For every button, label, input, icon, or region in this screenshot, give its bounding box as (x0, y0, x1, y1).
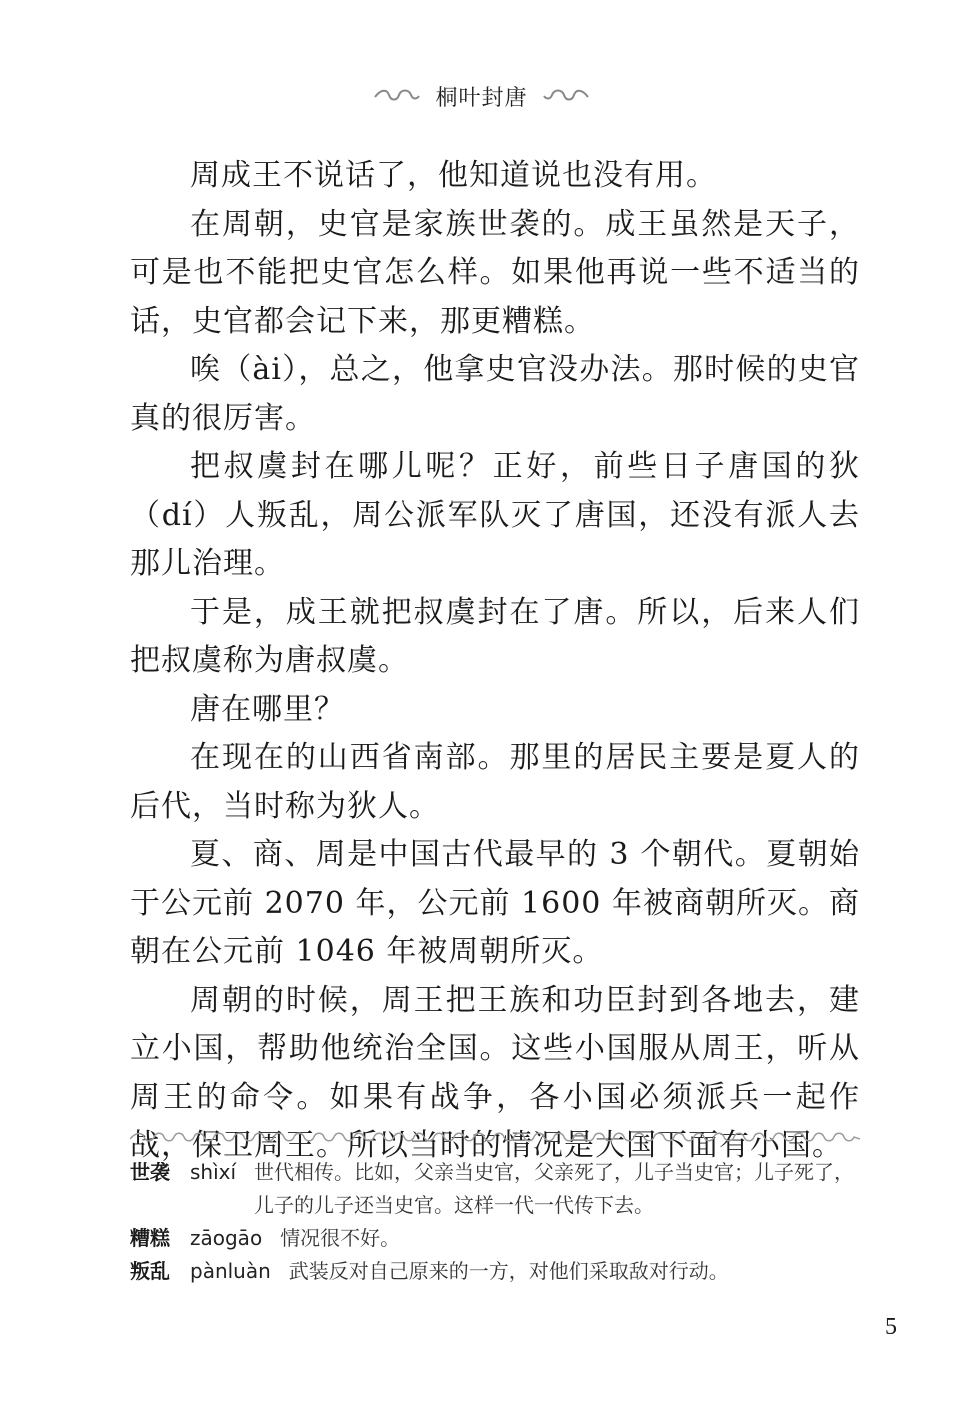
glossary-pinyin: shìxí (190, 1160, 237, 1184)
chapter-title: 桐叶封唐 (435, 85, 528, 111)
left-ornament-icon (373, 87, 421, 105)
paragraph: 唉（ài），总之，他拿史官没办法。那时候的史官真的很厉害。 (130, 352, 860, 436)
glossary-definition: 武装反对自己原来的一方，对他们采取敌对行动。 (288, 1259, 729, 1283)
paragraph: 夏、商、周是中国古代最早的 3 个朝代。夏朝始于公元前 2070 年，公元前 1600 年被商朝所灭。商朝在公元前 1046 年被周朝所灭。 (130, 837, 860, 969)
glossary (130, 1156, 865, 1288)
paragraph: 在现在的山西省南部。那里的居民主要是夏人的后代，当时称为狄人。 (130, 740, 860, 824)
running-header (0, 78, 963, 114)
glossary-definition: 情况很不好。 (280, 1226, 401, 1250)
paragraph: 在周朝，史官是家族世袭的。成王虽然是天子，可是也不能把史官怎么样。如果他再说一些不适当的话，史官都会记下来，那更糟糕。 (130, 206, 860, 339)
paragraph: 于是，成王就把叔虞封在了唐。所以，后来人们把叔虞称为唐叔虞。 (130, 594, 860, 678)
right-ornament-icon (542, 87, 590, 105)
paragraph: 把叔虞封在哪儿呢？正好，前些日子唐国的狄（dí）人叛乱，周公派军队灭了唐国，还没有派人去那儿治理。 (130, 449, 860, 581)
ornamental-divider (130, 1130, 860, 1148)
glossary-entry (130, 1156, 865, 1222)
paragraph: 周成王不说话了，他知道说也没有用。 (190, 158, 717, 193)
glossary-term: 世袭 (130, 1160, 170, 1184)
glossary-entry (130, 1222, 865, 1255)
glossary-term: 糟糕 (130, 1226, 170, 1250)
body-text (130, 152, 860, 1171)
glossary-pinyin: pànluàn (190, 1259, 271, 1283)
paragraph: 周朝的时候，周王把王族和功臣封到各地去，建立小国，帮助他统治全国。这些小国服从周王，听从周王的命令。如果有战争，各小国必须派兵一起作战，保卫周王。所以当时的情况是大国下面有小国。 (130, 982, 860, 1163)
paragraph: 唐在哪里？ (190, 691, 345, 727)
glossary-term: 叛乱 (130, 1259, 170, 1283)
page-number: 5 (885, 1314, 897, 1340)
glossary-entry (130, 1255, 865, 1288)
glossary-pinyin: zāogāo (190, 1226, 263, 1250)
glossary-definition: 世代相传。比如，父亲当史官，父亲死了，儿子当史官；儿子死了，儿子的儿子还当史官。这样一代一代传下去。 (254, 1160, 855, 1217)
